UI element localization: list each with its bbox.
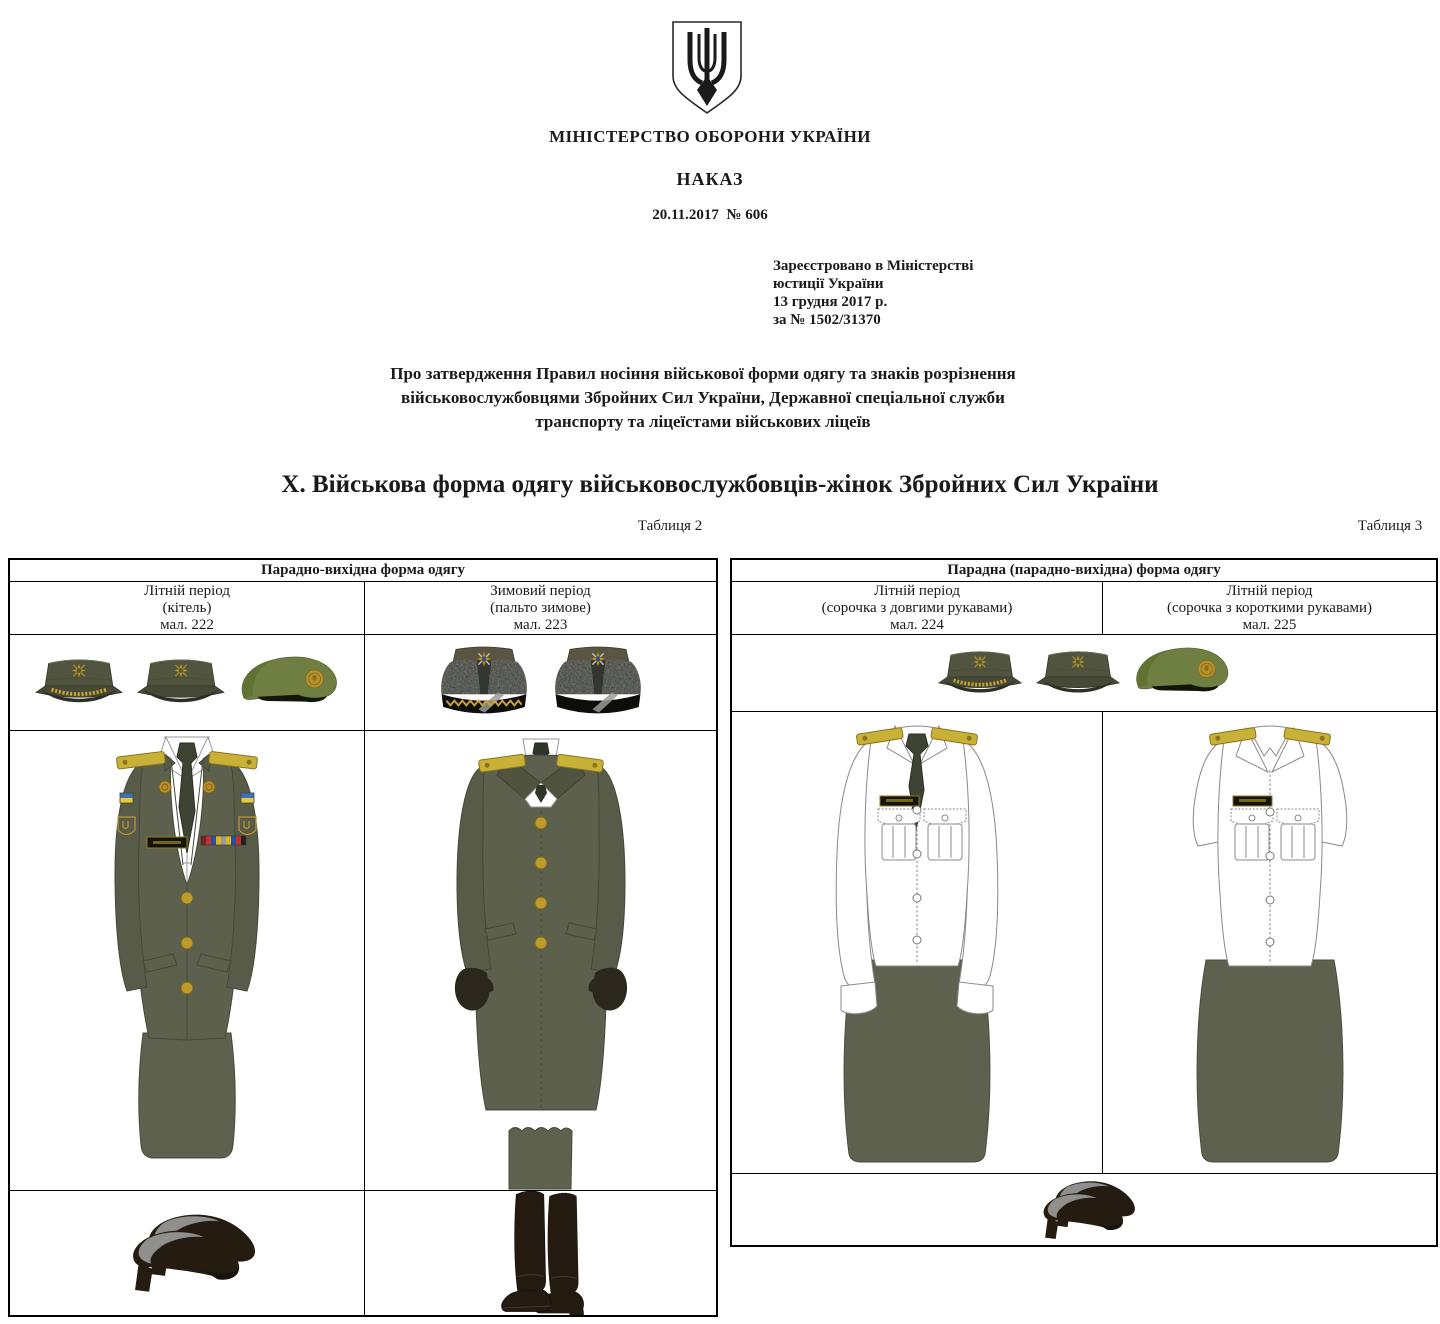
- table2-jacket-cell: [10, 730, 364, 1190]
- service-cap-with-braid-icon: [33, 655, 125, 710]
- winter-fur-hat-icon: [546, 646, 650, 720]
- scarf-icon: [509, 1128, 572, 1190]
- table3-headwear-cell: [732, 634, 1436, 711]
- table3-long-sleeve-shirt-cell: [732, 711, 1102, 1173]
- table3-pumps-cell: [732, 1173, 1436, 1245]
- winter-coat-illustration: [411, 733, 671, 1191]
- registration-line: юстиції України: [773, 276, 884, 292]
- table2-caption: Таблиця 2: [637, 518, 703, 534]
- parade-jacket-with-skirt-illustration: [57, 733, 317, 1185]
- table2-col2-header: Зимовий період (пальто зимове) мал. 223: [364, 581, 716, 634]
- table2-coat-cell: [364, 730, 716, 1190]
- section-heading: X. Військова форма одягу військовослужбовців-жінок Збройних Сил України: [281, 471, 1159, 498]
- registration-line: 13 грудня 2017 р.: [773, 294, 888, 310]
- black-pumps-icon: [112, 1209, 262, 1297]
- table2-col1-header: Літній період (кітель) мал. 222: [10, 581, 364, 634]
- figure-label: мал. 223: [513, 617, 568, 633]
- beret-icon: [1132, 645, 1232, 701]
- name-tag-icon: [1233, 796, 1272, 806]
- table3-title: Парадна (парадно-вихідна) форма одягу: [947, 562, 1221, 578]
- name-tag-icon: [880, 796, 919, 806]
- table3-caption: Таблиця 3: [1357, 518, 1423, 534]
- service-cap-icon: [135, 655, 227, 710]
- table-ceremonial-dress-uniform: [730, 558, 1438, 1247]
- beret-icon: [237, 654, 341, 712]
- table2-boots-cell: [364, 1190, 716, 1315]
- short-sleeve-shirt-illustration: [1140, 714, 1400, 1172]
- document-title: Про затвердження Правил носіння військової форми одягу та знаків розрізнення військовослужбовцями Збройних Сил України, Державної спеціальної служби транспорту та ліцеїстами військових ліцеїв: [390, 364, 1016, 431]
- table-parade-dress-uniform: [8, 558, 718, 1317]
- order-date-number: 20.11.2017 № 606: [652, 207, 768, 223]
- figure-label: мал. 225: [1242, 617, 1297, 633]
- winter-fur-hat-with-braid-icon: [432, 646, 536, 720]
- ukraine-trident-emblem-icon: [668, 18, 746, 118]
- table2-pumps-cell: [10, 1190, 364, 1315]
- table2-summer-headwear-cell: [10, 634, 364, 730]
- figure-label: мал. 222: [160, 617, 214, 633]
- figure-label: мал. 224: [890, 617, 944, 633]
- table3-col2-header: Літній період (сорочка з короткими рукавами) мал. 225: [1102, 581, 1436, 634]
- black-pumps-icon: [1028, 1177, 1140, 1243]
- registration-line: Зареєстровано в Міністерстві: [773, 258, 974, 274]
- black-high-boots-icon: [489, 1189, 593, 1317]
- registration-block: [773, 257, 1013, 329]
- table3-short-sleeve-shirt-cell: [1102, 711, 1436, 1173]
- ribbon-bar-icon: [201, 836, 246, 845]
- table2-winter-headwear-cell: [364, 634, 716, 730]
- name-tag-icon: [147, 837, 187, 848]
- ministry-heading: МІНІСТЕРСТВО ОБОРОНИ УКРАЇНИ: [549, 127, 871, 146]
- service-cap-with-braid-icon: [936, 647, 1024, 700]
- order-label: НАКАЗ: [676, 169, 744, 189]
- service-cap-icon: [1034, 647, 1122, 700]
- long-sleeve-shirt-illustration: [787, 714, 1047, 1172]
- table2-title: Парадно-вихідна форма одягу: [260, 562, 466, 578]
- table3-col1-header: Літній період (сорочка з довгими рукавами) мал. 224: [732, 581, 1102, 634]
- registration-line: за № 1502/31370: [773, 312, 881, 328]
